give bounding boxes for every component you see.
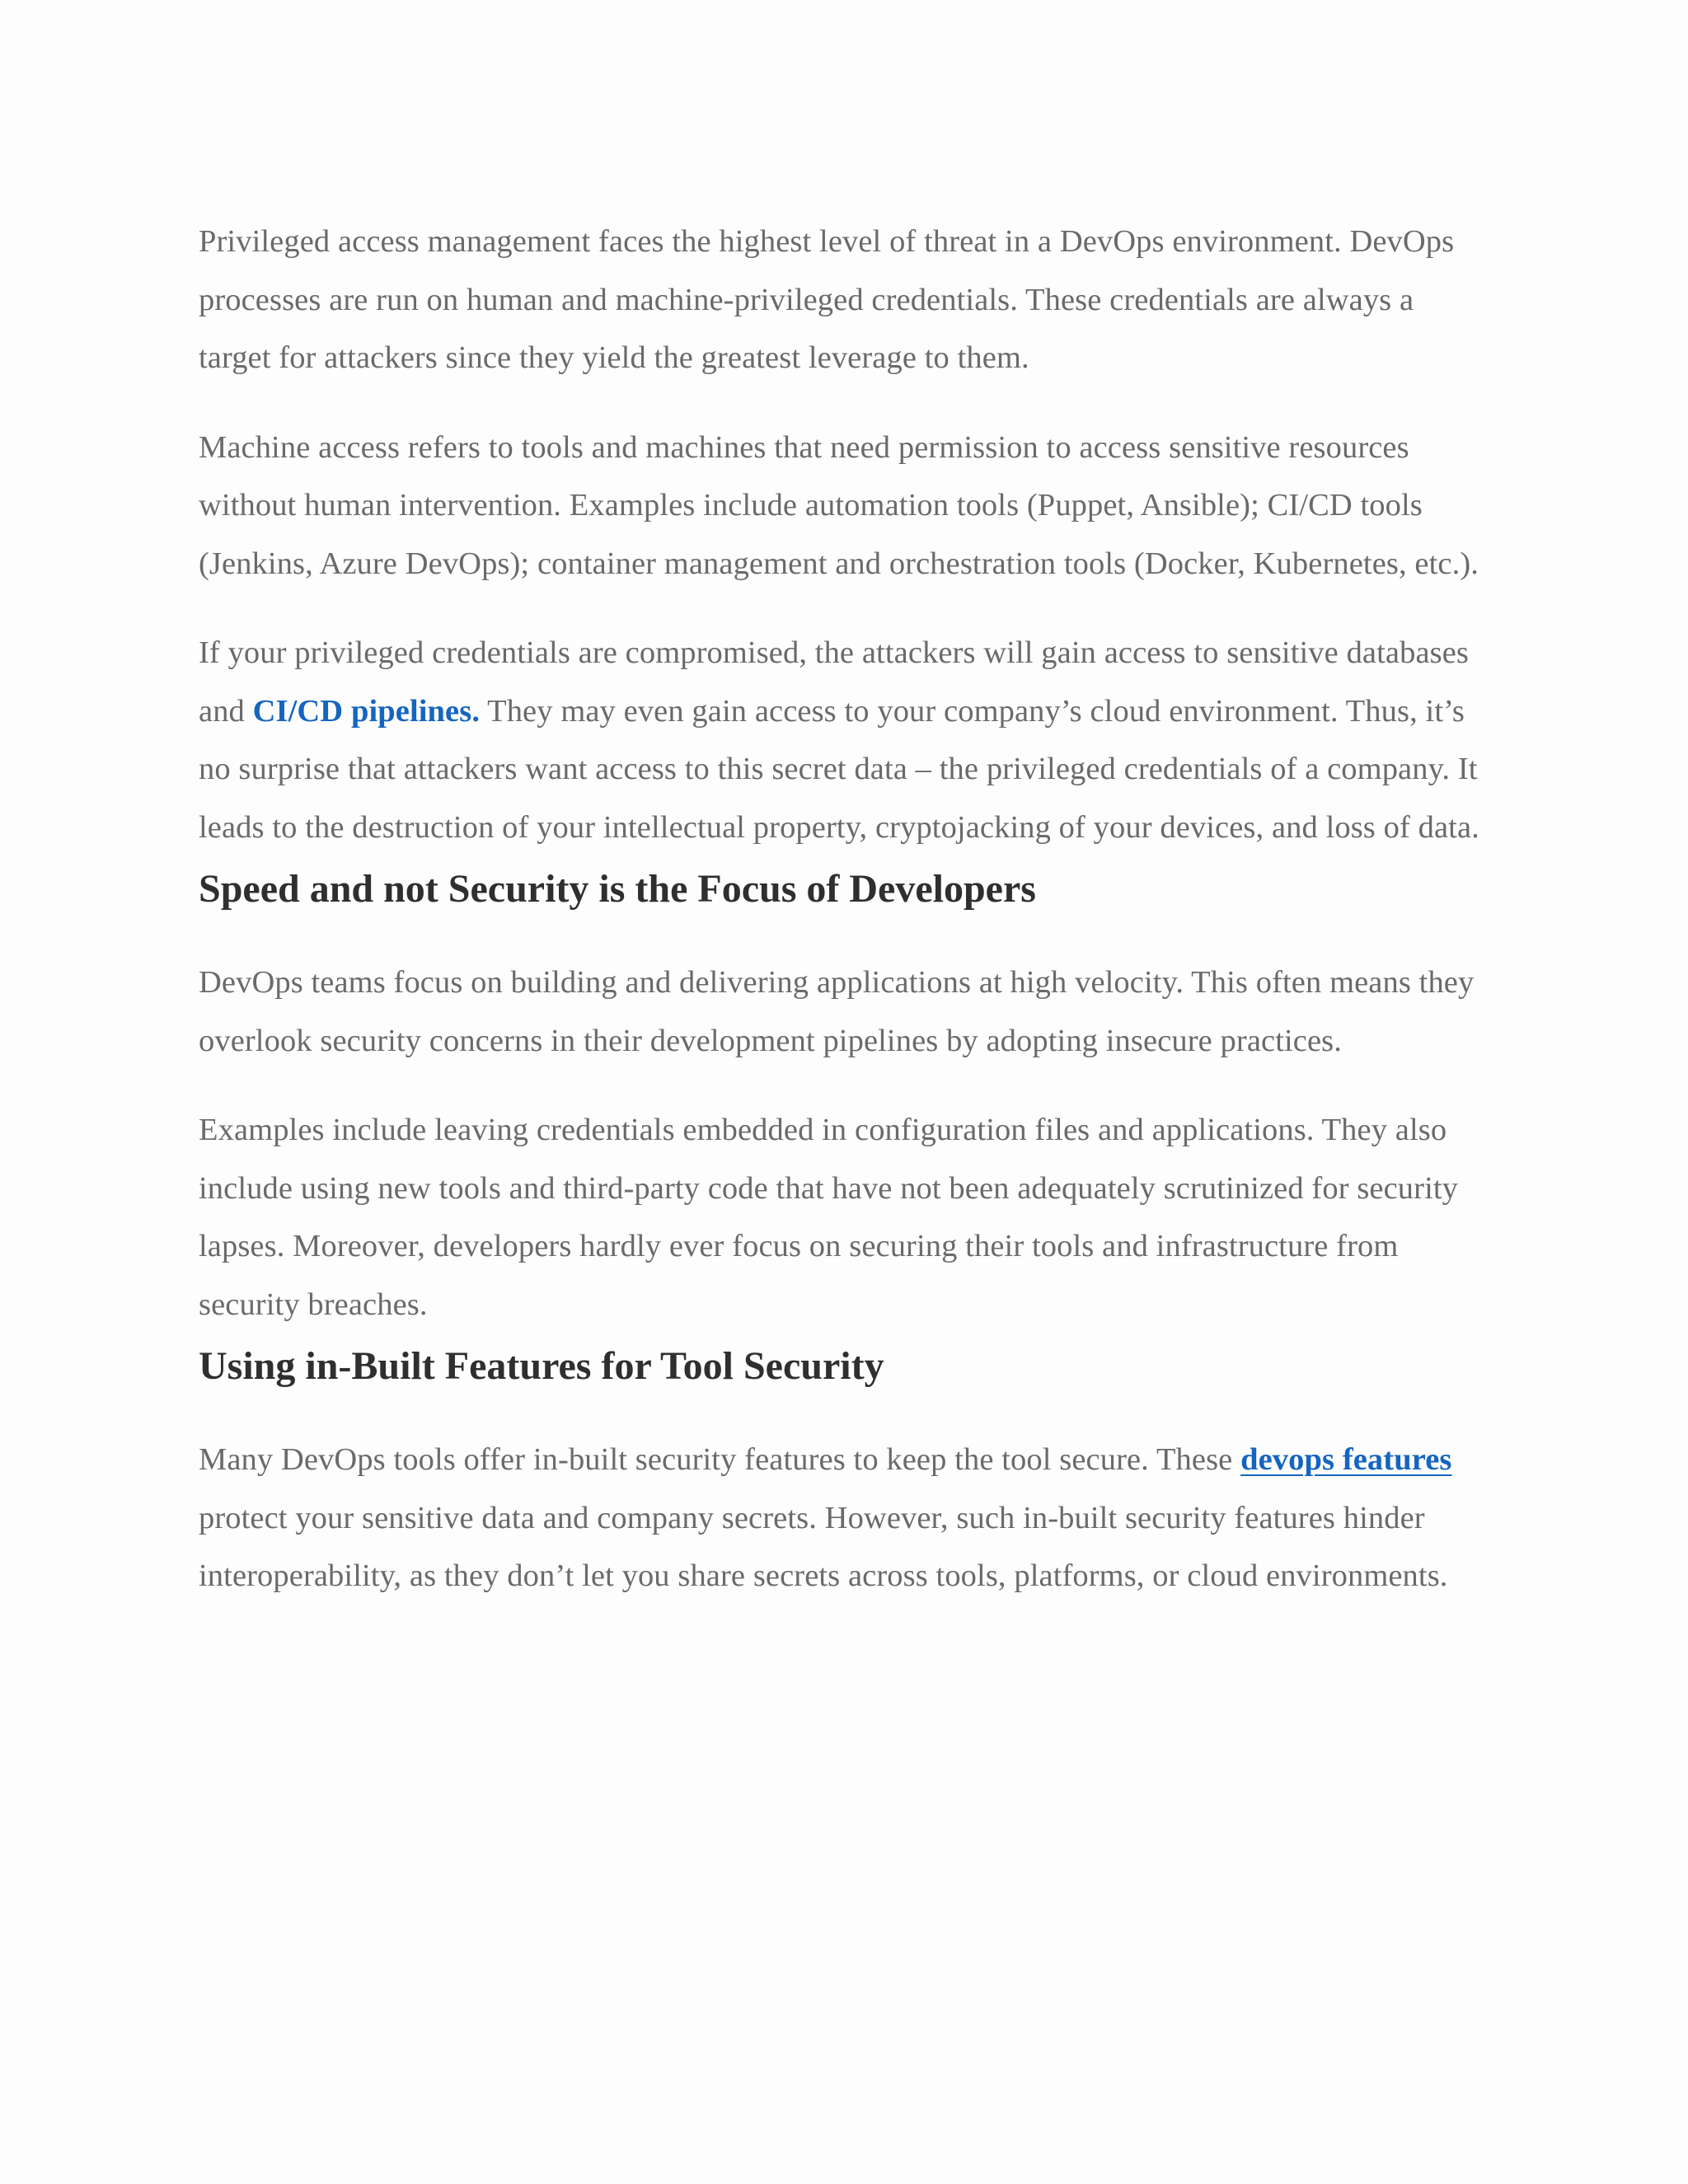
paragraph-compromised-credentials [199,624,1493,856]
cicd-pipelines-link[interactable]: CI/CD pipelines. [252,693,481,729]
paragraph-text-after-link: They may even gain access to your company’s cloud environment. Thus, it’s no surprise that attackers want access to this secret data – the privileged credentials of a company. It leads to the destruction of your intellectual property, cryptojacking of your devices, and loss of data. [199,693,1479,845]
paragraph-machine-access: Machine access refers to tools and machines that need permission to access sensitive resources without human intervention. Examples include automation tools (Puppet, Ansible); CI/CD tools (Jenkins, Azure DevOps); container management and orchestration tools (Docker, Kubernetes, etc.). [199,429,1479,581]
paragraph-in-built-security [199,1431,1493,1605]
paragraph-text-before-link: If your privileged credentials are compromised, the attackers will gain access to sensitive databases and [199,635,1469,729]
devops-features-link[interactable]: devops features [1240,1442,1452,1477]
paragraph-insecure-examples: Examples include leaving credentials embedded in configuration files and applications. They also include using new tools and third-party code that have not been adequately scrutinized for security lapses. Moreover, developers hardly ever focus on securing their tools and infrastructure from security breaches. [199,1113,1459,1322]
paragraph-text-before-link: Many DevOps tools offer in-built security features to keep the tool secure. These [199,1442,1241,1477]
section-heading-speed-not-security: Speed and not Security is the Focus of Developers [199,867,1036,911]
paragraph-text-after-link: protect your sensitive data and company secrets. However, such in-built security features hinder interoperability, as they don’t let you share secrets across tools, platforms, or cloud environments. [199,1500,1448,1593]
document-body [199,213,1493,1605]
paragraph-devops-velocity: DevOps teams focus on building and delivering applications at high velocity. This often means they overlook security concerns in their development pipelines by adopting insecure practices. [199,965,1475,1058]
paragraph-privileged-access: Privileged access management faces the highest level of threat in a DevOps environment. DevOps processes are run on human and machine-privileged credentials. These credentials are always a target for attackers since they yield the greatest leverage to them. [199,224,1455,375]
section-heading-in-built-features: Using in-Built Features for Tool Security [199,1344,884,1388]
